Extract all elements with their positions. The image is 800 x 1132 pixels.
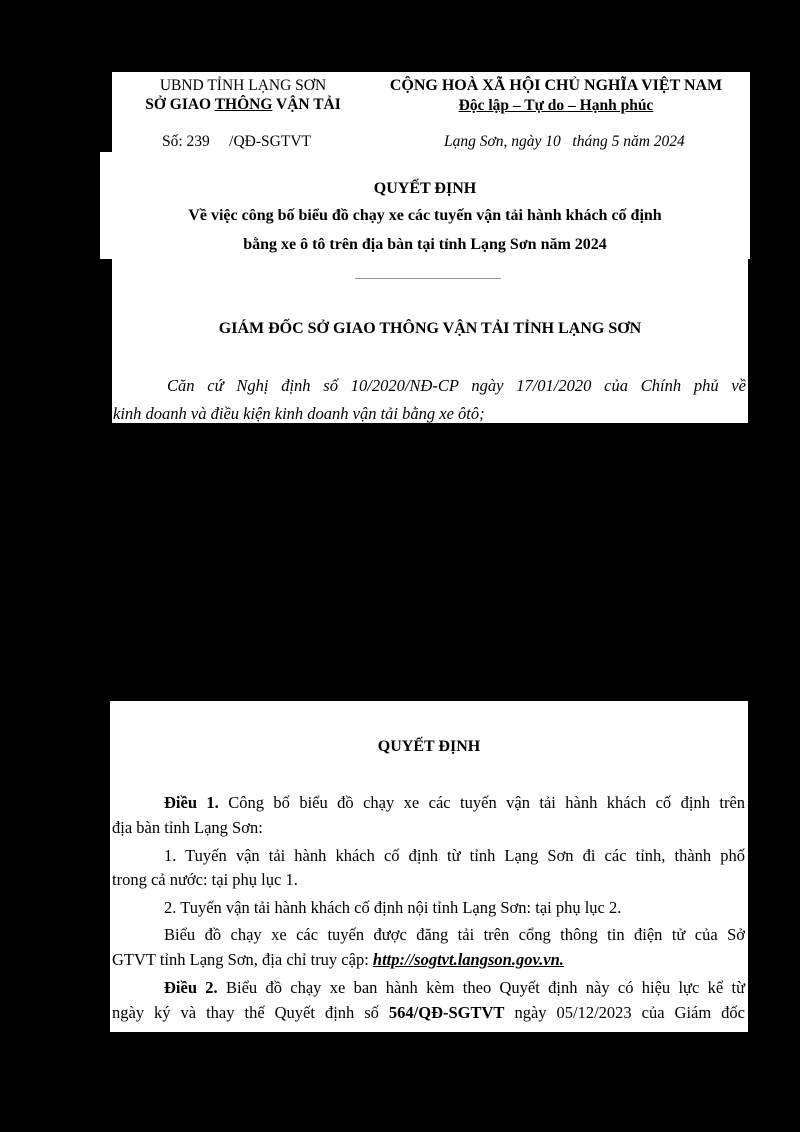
- decision-body-title: QUYẾT ĐỊNH: [377, 738, 481, 755]
- publish-line2: [112, 952, 564, 969]
- article-2-line2-pre: ngày ký và thay thế Quyết định số: [112, 1003, 389, 1022]
- item-2: 2. Tuyến vận tải hành khách cố định nội tỉnh Lạng Sơn: tại phụ lục 2.: [164, 898, 622, 917]
- article-2-line2-post: ngày 05/12/2023 của Giám đốc: [504, 1003, 745, 1022]
- department-name-part3: VẬN TẢI: [272, 96, 341, 113]
- department-name: [128, 97, 358, 113]
- superseded-decision-ref: 564/QĐ-SGTVT: [388, 1003, 505, 1022]
- decision-subject-line1: Về việc công bố biểu đồ chạy xe các tuyến vận tải hành khách cố định: [188, 207, 662, 224]
- legal-basis-line1: Căn cứ Nghị định số 10/2020/NĐ-CP ngày 17/01/2020 của Chính phủ về: [167, 376, 746, 395]
- article-2-line2: [112, 1005, 745, 1022]
- article-1-line1: [164, 795, 745, 812]
- national-motto: Độc lập – Tự do – Hạnh phúc: [458, 97, 654, 114]
- legal-basis-line2: kinh doanh và điều kiện kinh doanh vận tải bằng xe ôtô;: [113, 404, 485, 423]
- decision-subject-line2: bằng xe ô tô trên địa bàn tại tỉnh Lạng Sơn năm 2024: [243, 236, 607, 253]
- article-2-label: Điều 2.: [164, 978, 218, 997]
- title-divider: [355, 278, 501, 279]
- item-1-line2: trong cả nước: tại phụ lục 1.: [112, 870, 298, 889]
- issuer-title: GIÁM ĐỐC SỞ GIAO THÔNG VẬN TẢI TỈNH LẠNG SƠN: [218, 320, 642, 337]
- publish-line2-text: GTVT tỉnh Lạng Sơn, địa chỉ truy cập:: [112, 950, 373, 969]
- article-2-line1: [164, 980, 745, 997]
- article-1-line2: địa bàn tỉnh Lạng Sơn:: [112, 818, 263, 837]
- portal-link[interactable]: http://sogtvt.langson.gov.vn.: [372, 950, 564, 969]
- department-name-part1: SỞ GIAO: [145, 96, 215, 113]
- item-1-line1: 1. Tuyến vận tải hành khách cố định từ tỉnh Lạng Sơn đi các tỉnh, thành phố: [164, 846, 745, 865]
- page-fragment-top-4: [112, 259, 748, 423]
- country-name: CỘNG HOÀ XÃ HỘI CHỦ NGHĨA VIỆT NAM: [389, 77, 723, 94]
- decision-title: QUYẾT ĐỊNH: [373, 180, 477, 197]
- article-1-label: Điều 1.: [164, 793, 219, 812]
- article-2-text: Biểu đồ chạy xe ban hành kèm theo Quyết định này có hiệu lực kể từ: [217, 978, 746, 997]
- department-name-part2: THÔNG: [214, 96, 273, 113]
- agency-name: UBND TỈNH LẠNG SƠN: [159, 77, 327, 94]
- publish-line1: Biểu đồ chạy xe các tuyến được đăng tải trên cổng thông tin điện tử của Sở: [164, 925, 745, 944]
- article-1-text: Công bố biểu đồ chạy xe các tuyến vận tải hành khách cố định trên: [218, 793, 746, 812]
- document-number: Số: 239 /QĐ-SGTVT: [162, 133, 311, 150]
- document-date: Lạng Sơn, ngày 10 tháng 5 năm 2024: [444, 133, 685, 150]
